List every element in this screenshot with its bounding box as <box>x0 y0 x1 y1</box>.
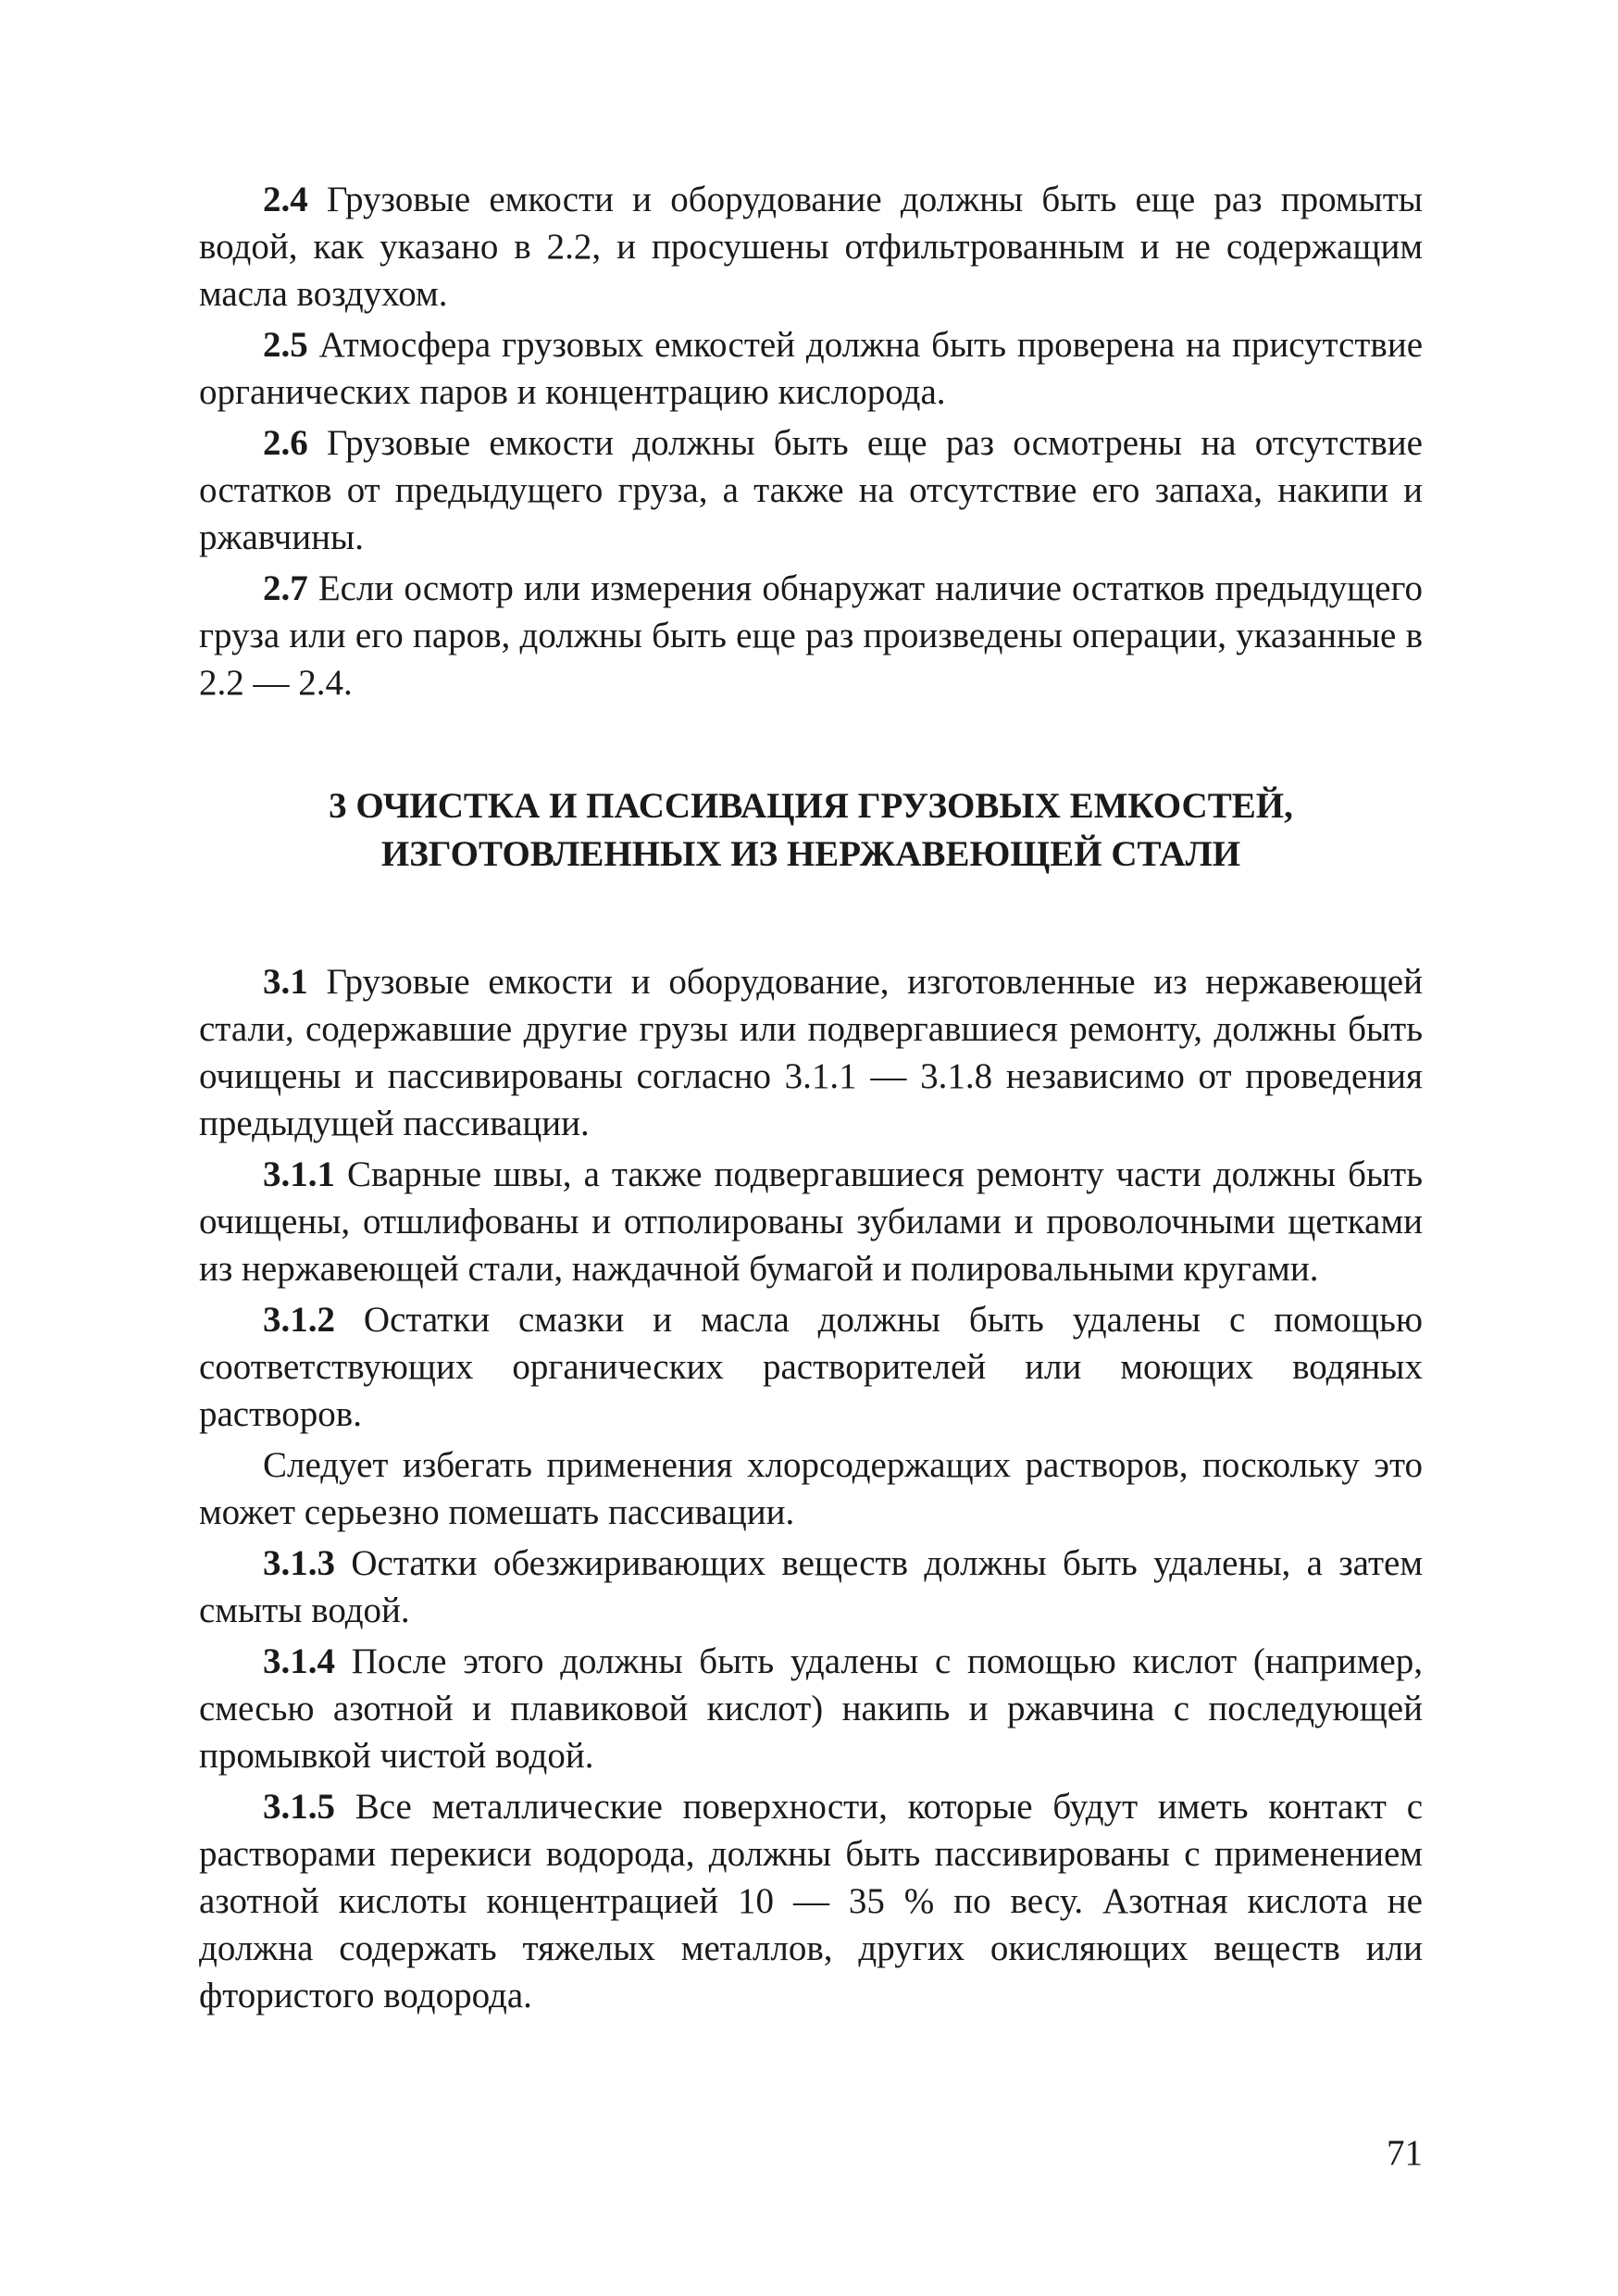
paragraph-3-1-3 <box>199 1540 1423 1634</box>
clause-text: Остатки смазки и масла должны быть удалены с помощью соответствующих органических растворителей или моющих водяных растворов. <box>199 1300 1424 1434</box>
page-body <box>199 176 1423 2019</box>
section-heading-line-2: ИЗГОТОВЛЕННЫХ ИЗ НЕРЖАВЕЮЩЕЙ СТАЛИ <box>380 834 1241 874</box>
paragraph-3-1-2 <box>199 1296 1423 1438</box>
paragraph-2-4 <box>199 176 1423 318</box>
paragraph-3-1-1 <box>199 1151 1423 1292</box>
clause-text: Сварные швы, а также подвергавшиеся ремонту части должны быть очищены, отшлифованы и отполированы зубилами и проволочными щетками из нержавеющей стали, наждачной бумагой и полировальными кругами. <box>199 1154 1423 1289</box>
clause-number: 3.1.2 <box>263 1300 335 1340</box>
clause-number: 2.7 <box>263 568 308 608</box>
clause-text: Грузовые емкости и оборудование, изготовленные из нержавеющей стали, содержавшие другие грузы или подвергавшиеся ремонту, должны быть очищены и пассивированы согласно 3.1.1 — 3.1.8 независимо от проведения предыдущей пассивации. <box>199 962 1423 1143</box>
clause-text: Грузовые емкости и оборудование должны быть еще раз промыты водой, как указано в 2.2, и просушены отфильтрованным и не содержащим масла воздухом. <box>199 180 1424 314</box>
section-heading-line-1: 3 ОЧИСТКА И ПАССИВАЦИЯ ГРУЗОВЫХ ЕМКОСТЕЙ, <box>329 786 1293 826</box>
clause-number: 3.1.4 <box>263 1641 335 1681</box>
paragraph-2-6 <box>199 419 1423 561</box>
paragraph-3-1 <box>199 958 1423 1147</box>
clause-number: 3.1.3 <box>263 1543 335 1583</box>
page-number: 71 <box>1387 2133 1423 2173</box>
clause-number: 3.1.5 <box>263 1787 335 1827</box>
clause-text: Все металлические поверхности, которые будут иметь контакт с растворами перекиси водорода, должны быть пассивированы с применением азотной кислоты концентрацией 10 — 35 % по весу. Азотная кислота не должна содержать тяжелых металлов, других окисляющих веществ или фтористого водорода. <box>199 1787 1423 2015</box>
paragraph-2-5 <box>199 321 1423 416</box>
clause-text: Атмосфера грузовых емкостей должна быть проверена на присутствие органических паров и концентрацию кислорода. <box>199 325 1424 412</box>
clause-number: 2.4 <box>263 180 308 219</box>
paragraph-chlorine-note <box>199 1441 1423 1536</box>
clause-text: Грузовые емкости должны быть еще раз осмотрены на отсутствие остатков от предыдущего груза, а также на отсутствие его запаха, накипи и ржавчины. <box>199 423 1423 557</box>
paragraph-3-1-5 <box>199 1783 1423 2019</box>
clause-text: Остатки обезжиривающих веществ должны быть удалены, а затем смыты водой. <box>199 1543 1424 1630</box>
clause-text: После этого должны быть удалены с помощью кислот (например, смесью азотной и плавиковой кислот) накипь и ржавчина с последующей промывкой чистой водой. <box>199 1641 1423 1776</box>
section-heading <box>199 782 1423 879</box>
paragraph-3-1-4 <box>199 1638 1423 1779</box>
clause-number: 3.1.1 <box>263 1154 335 1194</box>
clause-number: 2.5 <box>263 325 308 365</box>
clause-text: Если осмотр или измерения обнаружат наличие остатков предыдущего груза или его паров, должны быть еще раз произведены операции, указанные в 2.2 — 2.4. <box>199 568 1424 703</box>
clause-text: Следует избегать применения хлорсодержащих растворов, поскольку это может серьезно помешать пассивации. <box>199 1445 1423 1532</box>
clause-number: 3.1 <box>263 962 308 1002</box>
paragraph-2-7 <box>199 565 1423 706</box>
clause-number: 2.6 <box>263 423 308 463</box>
